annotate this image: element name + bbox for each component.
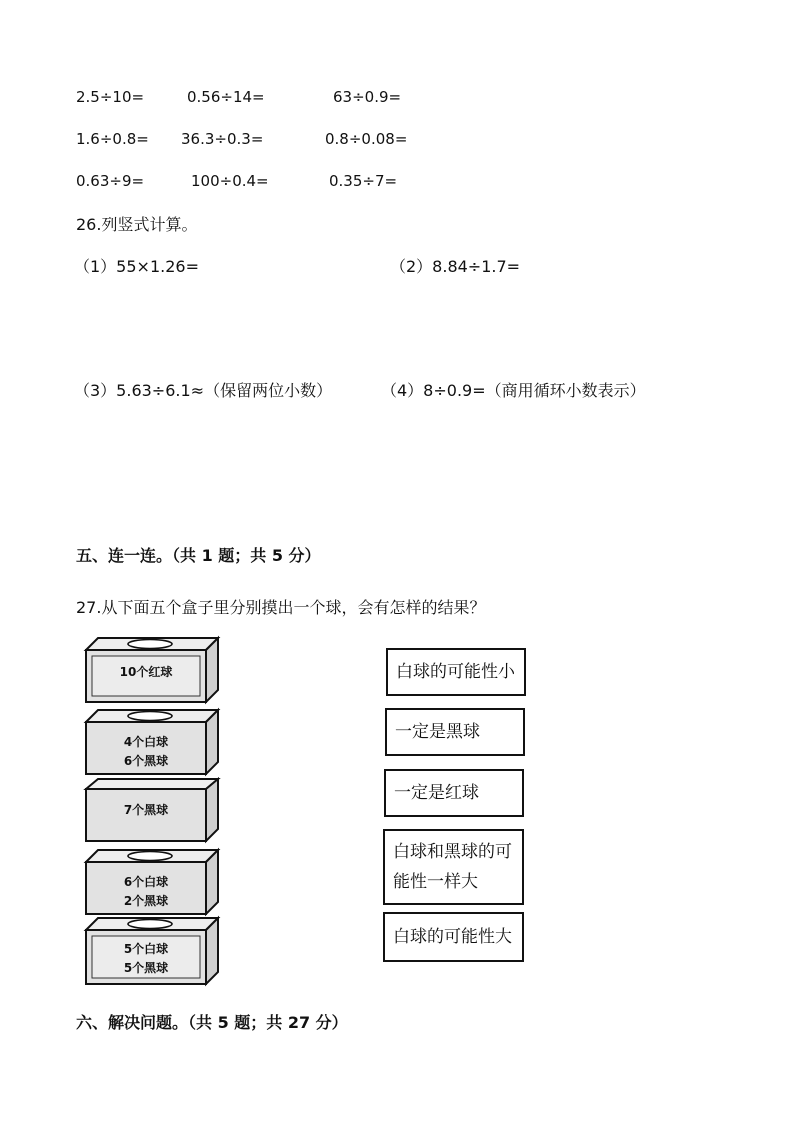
sub-question: （2）8.84÷1.7=: [390, 257, 521, 276]
sub-question: （4）8÷0.9=（商用循环小数表示）: [381, 381, 646, 400]
card-label: 白球的可能性小: [396, 662, 515, 682]
section-heading: 五、连一连。（共 1 题；共 5 分）: [76, 546, 321, 565]
result-card[interactable]: [386, 648, 526, 696]
section-heading: 六、解决问题。（共 5 题；共 27 分）: [76, 1013, 348, 1032]
equation: 0.56÷14=: [187, 88, 265, 106]
ball-box: [84, 634, 220, 704]
box-label: 7个黑球: [123, 803, 169, 817]
equation: 0.63÷9=: [76, 172, 145, 190]
result-card[interactable]: [383, 912, 524, 962]
sub-question: （1）55×1.26=: [74, 257, 199, 276]
equation: 36.3÷0.3=: [181, 130, 264, 148]
result-card[interactable]: [384, 769, 524, 817]
card-label: 一定是黑球: [395, 722, 480, 742]
box-label: 10个红球: [119, 665, 173, 679]
question-title: 26.列竖式计算。: [76, 215, 198, 234]
card-label: 一定是红球: [394, 783, 479, 803]
ball-box: [84, 777, 220, 843]
equation: 0.35÷7=: [329, 172, 398, 190]
card-label: 白球的可能性大: [393, 927, 512, 947]
box-label: 5个黑球: [123, 961, 169, 975]
equation: 63÷0.9=: [333, 88, 402, 106]
equation: 100÷0.4=: [191, 172, 269, 190]
ball-box: [84, 708, 220, 776]
ball-box: [84, 848, 220, 916]
box-label: 5个白球: [123, 942, 169, 956]
card-label: 能性一样大: [393, 872, 478, 892]
box-label: 6个黑球: [123, 754, 169, 768]
result-card[interactable]: [385, 708, 525, 756]
card-label: 白球和黑球的可: [393, 842, 512, 862]
question-title: 27.从下面五个盒子里分别摸出一个球，会有怎样的结果？: [76, 598, 486, 617]
result-card[interactable]: [383, 829, 524, 905]
equation: 1.6÷0.8=: [76, 130, 149, 148]
ball-box: [84, 916, 220, 986]
box-label: 6个白球: [123, 875, 169, 889]
box-label: 2个黑球: [123, 894, 169, 908]
box-label: 4个白球: [123, 735, 169, 749]
sub-question: （3）5.63÷6.1≈（保留两位小数）: [74, 381, 333, 400]
equation: 2.5÷10=: [76, 88, 145, 106]
equation: 0.8÷0.08=: [325, 130, 408, 148]
